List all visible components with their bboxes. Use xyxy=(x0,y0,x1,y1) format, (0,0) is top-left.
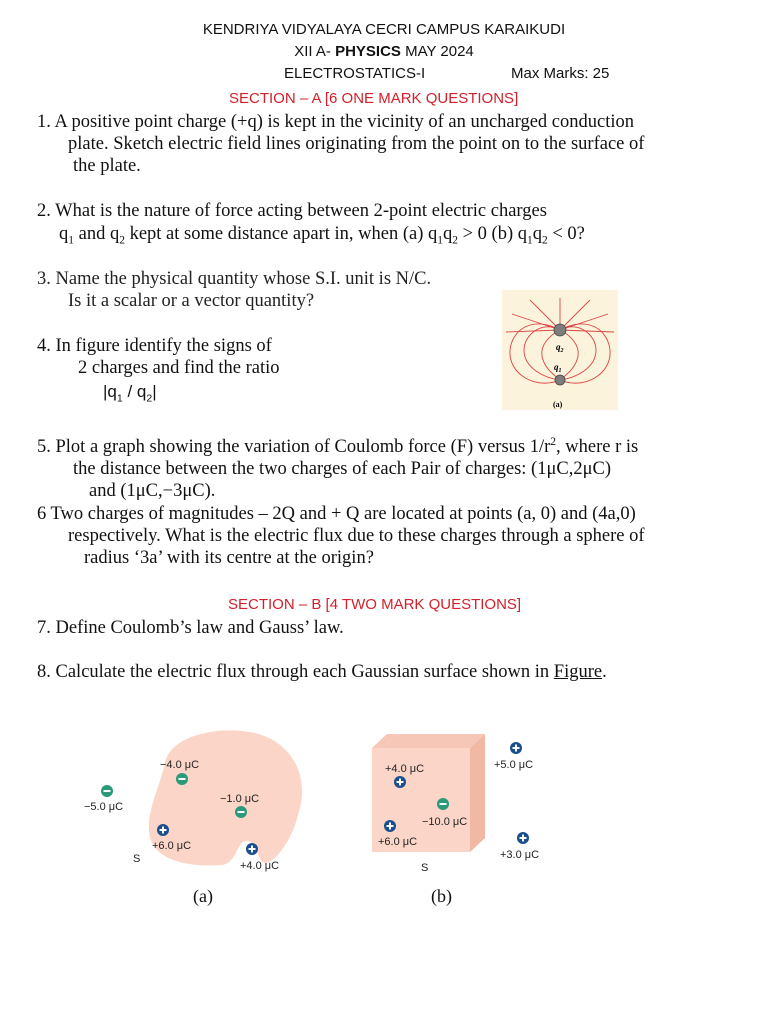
figure-link[interactable]: Figure xyxy=(553,662,603,682)
q1-line1: 1. A positive point charge (+q) is kept in the vicinity of an uncharged conduction xyxy=(37,112,635,132)
q1-line2: plate. Sketch electric field lines originating from the point on to the surface of xyxy=(68,134,645,154)
class-line xyxy=(0,43,768,60)
charge-label-b3: −10.0 μC xyxy=(422,816,468,828)
q2-line1: 2. What is the nature of force acting between 2-point electric charges xyxy=(37,201,547,221)
q5-line1: 5. Plot a graph showing the variation of Coulomb force (F) versus $1/r^2$, where r is xyxy=(37,436,639,458)
gauss-figure-b xyxy=(360,730,560,880)
max-marks: Max Marks: 25 xyxy=(511,65,610,82)
charge-label-a2: −1.0 μC xyxy=(220,793,260,805)
q5-line3: and (1μC,−3μC). xyxy=(89,481,216,501)
school-name: KENDRIYA VIDYALAYA CECRI CAMPUS KARAIKUDI xyxy=(202,21,566,38)
q1-label: $q_1$ xyxy=(554,362,562,374)
gaussian-surface-b xyxy=(372,734,485,852)
q4-line2: 2 charges and find the ratio xyxy=(78,358,280,378)
charge-label-a1: −4.0 μC xyxy=(160,759,200,771)
q6-line2: respectively. What is the electric flux due to these charges through a sphere of xyxy=(68,526,645,546)
q6-line3: radius ‘3a’ with its centre at the origin? xyxy=(84,548,374,568)
q8: 8. Calculate the electric flux through each Gaussian surface shown in Figure. xyxy=(37,662,607,682)
subject: PHYSICS xyxy=(335,43,401,60)
charge-label-a4: +6.0 μC xyxy=(152,840,192,852)
q1-line3: the plate. xyxy=(73,156,141,176)
charge-label-b5: +3.0 μC xyxy=(500,849,540,861)
q2-line2: $q_1$ and $q_2$ kept at some distance apart in, when (a) $q_1q_2 > 0$ (b) $q_1q_2 < 0$? xyxy=(59,224,585,247)
surface-label-b: S xyxy=(421,862,429,874)
q3-line2: Is it a scalar or a vector quantity? xyxy=(68,291,315,311)
q4-line1: 4. In figure identify the signs of xyxy=(37,336,272,356)
q6-line1: 6 Two charges of magnitudes – 2Q and + Q are located at points (a, 0) and (4a,0) xyxy=(37,504,636,524)
q7: 7. Define Coulomb’s law and Gauss’ law. xyxy=(37,618,344,638)
surface-label-a: S xyxy=(133,853,141,865)
figure-a-caption: (a) xyxy=(193,886,213,906)
topic: ELECTROSTATICS-I xyxy=(284,65,426,82)
charge-q1 xyxy=(555,375,565,385)
q2-label: $q_2$ xyxy=(556,342,564,354)
q4-ratio: $|q_1 / q_2|$ xyxy=(103,382,157,405)
charge-label-b4: +6.0 μC xyxy=(378,836,418,848)
q5-line2: the distance between the two charges of each Pair of charges: (1μC,2μC) xyxy=(73,459,611,479)
field-lines-figure xyxy=(502,290,618,410)
section-b-title: SECTION – B [4 TWO MARK QUESTIONS] xyxy=(228,596,522,613)
section-a-title: SECTION – A [6 ONE MARK QUESTIONS] xyxy=(229,90,519,107)
charge-label-b1: +4.0 μC xyxy=(385,763,425,775)
figure-b-caption: (b) xyxy=(431,886,452,906)
charge-label-a3: −5.0 μC xyxy=(84,801,124,813)
class-prefix: XII A- xyxy=(294,43,336,60)
charge-label-b2: +5.0 μC xyxy=(494,759,534,771)
gauss-figure-a xyxy=(70,715,320,885)
charge-label-a5: +4.0 μC xyxy=(240,860,280,872)
charge-q2 xyxy=(554,324,566,336)
q4-fig-caption: (a) xyxy=(553,400,563,409)
q3-line1: 3. Name the physical quantity whose S.I. unit is N/C. xyxy=(37,269,432,289)
exam-month: MAY 2024 xyxy=(400,43,474,60)
